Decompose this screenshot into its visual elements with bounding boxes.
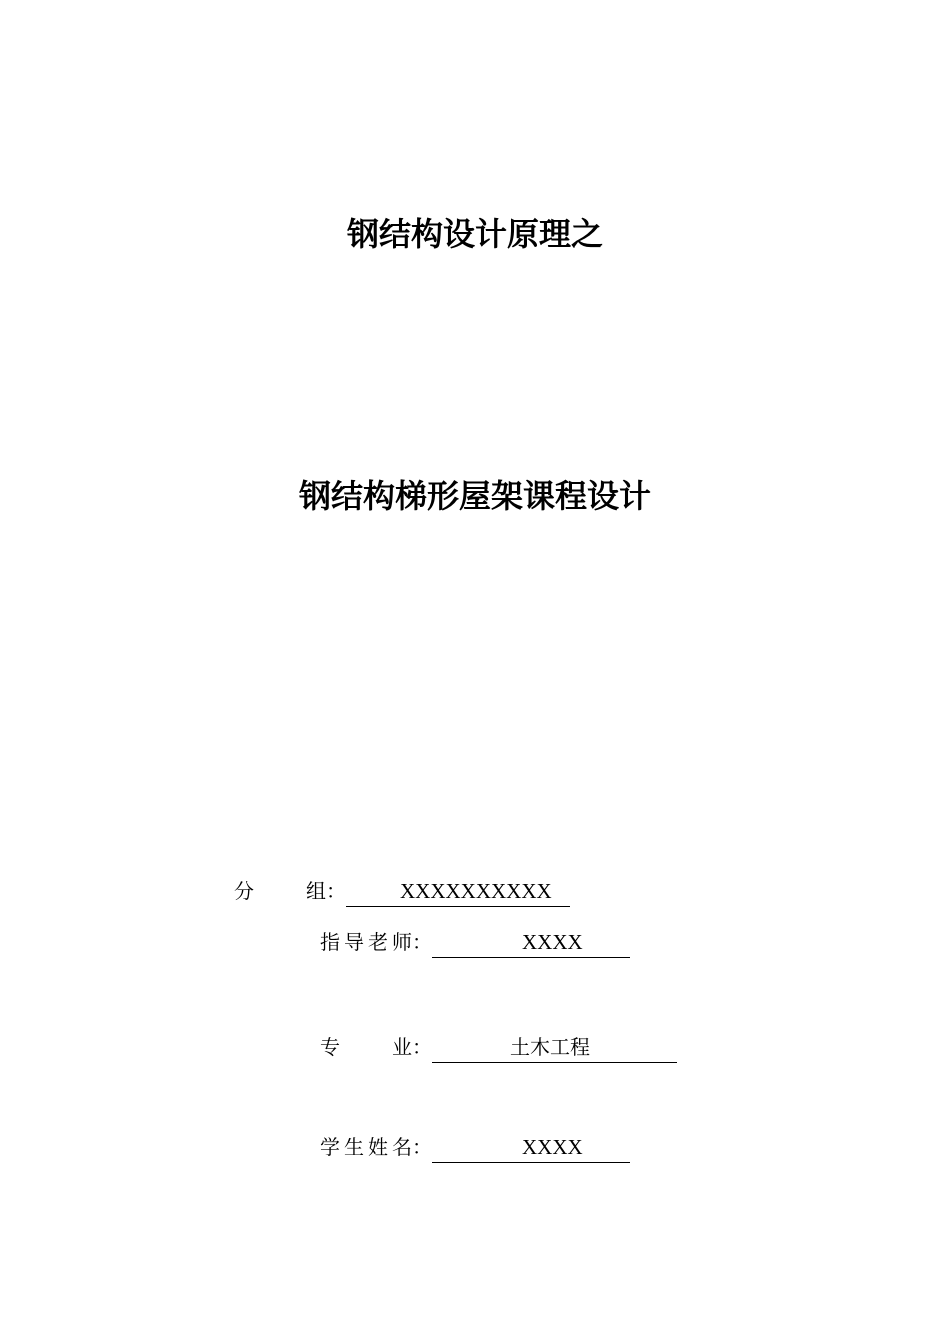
student-name-label-char: 学	[320, 1135, 340, 1159]
group-label	[234, 876, 326, 906]
group-colon: ：	[326, 879, 346, 903]
teacher-label-char: 师	[392, 930, 412, 954]
teacher-label-char: 指	[320, 930, 340, 954]
teacher-label-char: 老	[368, 930, 388, 954]
major-field	[320, 1032, 680, 1062]
student-name-label-char: 生	[344, 1135, 364, 1159]
document-title-line-1: 钢结构设计原理之	[346, 215, 603, 253]
student-name-field	[320, 1132, 640, 1162]
document-title-line-2: 钢结构梯形屋架课程设计	[298, 477, 651, 515]
major-label-char: 专	[320, 1035, 340, 1059]
teacher-colon: ：	[412, 930, 432, 954]
major-value: 土木工程	[510, 1035, 590, 1059]
major-label	[320, 1032, 412, 1062]
student-name-value: XXXX	[522, 1135, 583, 1159]
student-name-label	[320, 1132, 412, 1162]
student-name-label-char: 姓	[368, 1135, 388, 1159]
teacher-value: XXXX	[522, 930, 583, 954]
group-label-char: 分	[234, 879, 254, 903]
major-label-char: 业	[392, 1035, 412, 1059]
teacher-label	[320, 927, 412, 957]
teacher-field	[320, 927, 640, 957]
group-value: XXXXXXXXXX	[400, 879, 552, 903]
student-name-label-char: 名	[392, 1135, 412, 1159]
student-name-colon: ：	[412, 1135, 432, 1159]
teacher-label-char: 导	[344, 930, 364, 954]
group-field	[234, 876, 574, 906]
group-label-char: 组	[306, 879, 326, 903]
major-colon: ：	[412, 1035, 432, 1059]
